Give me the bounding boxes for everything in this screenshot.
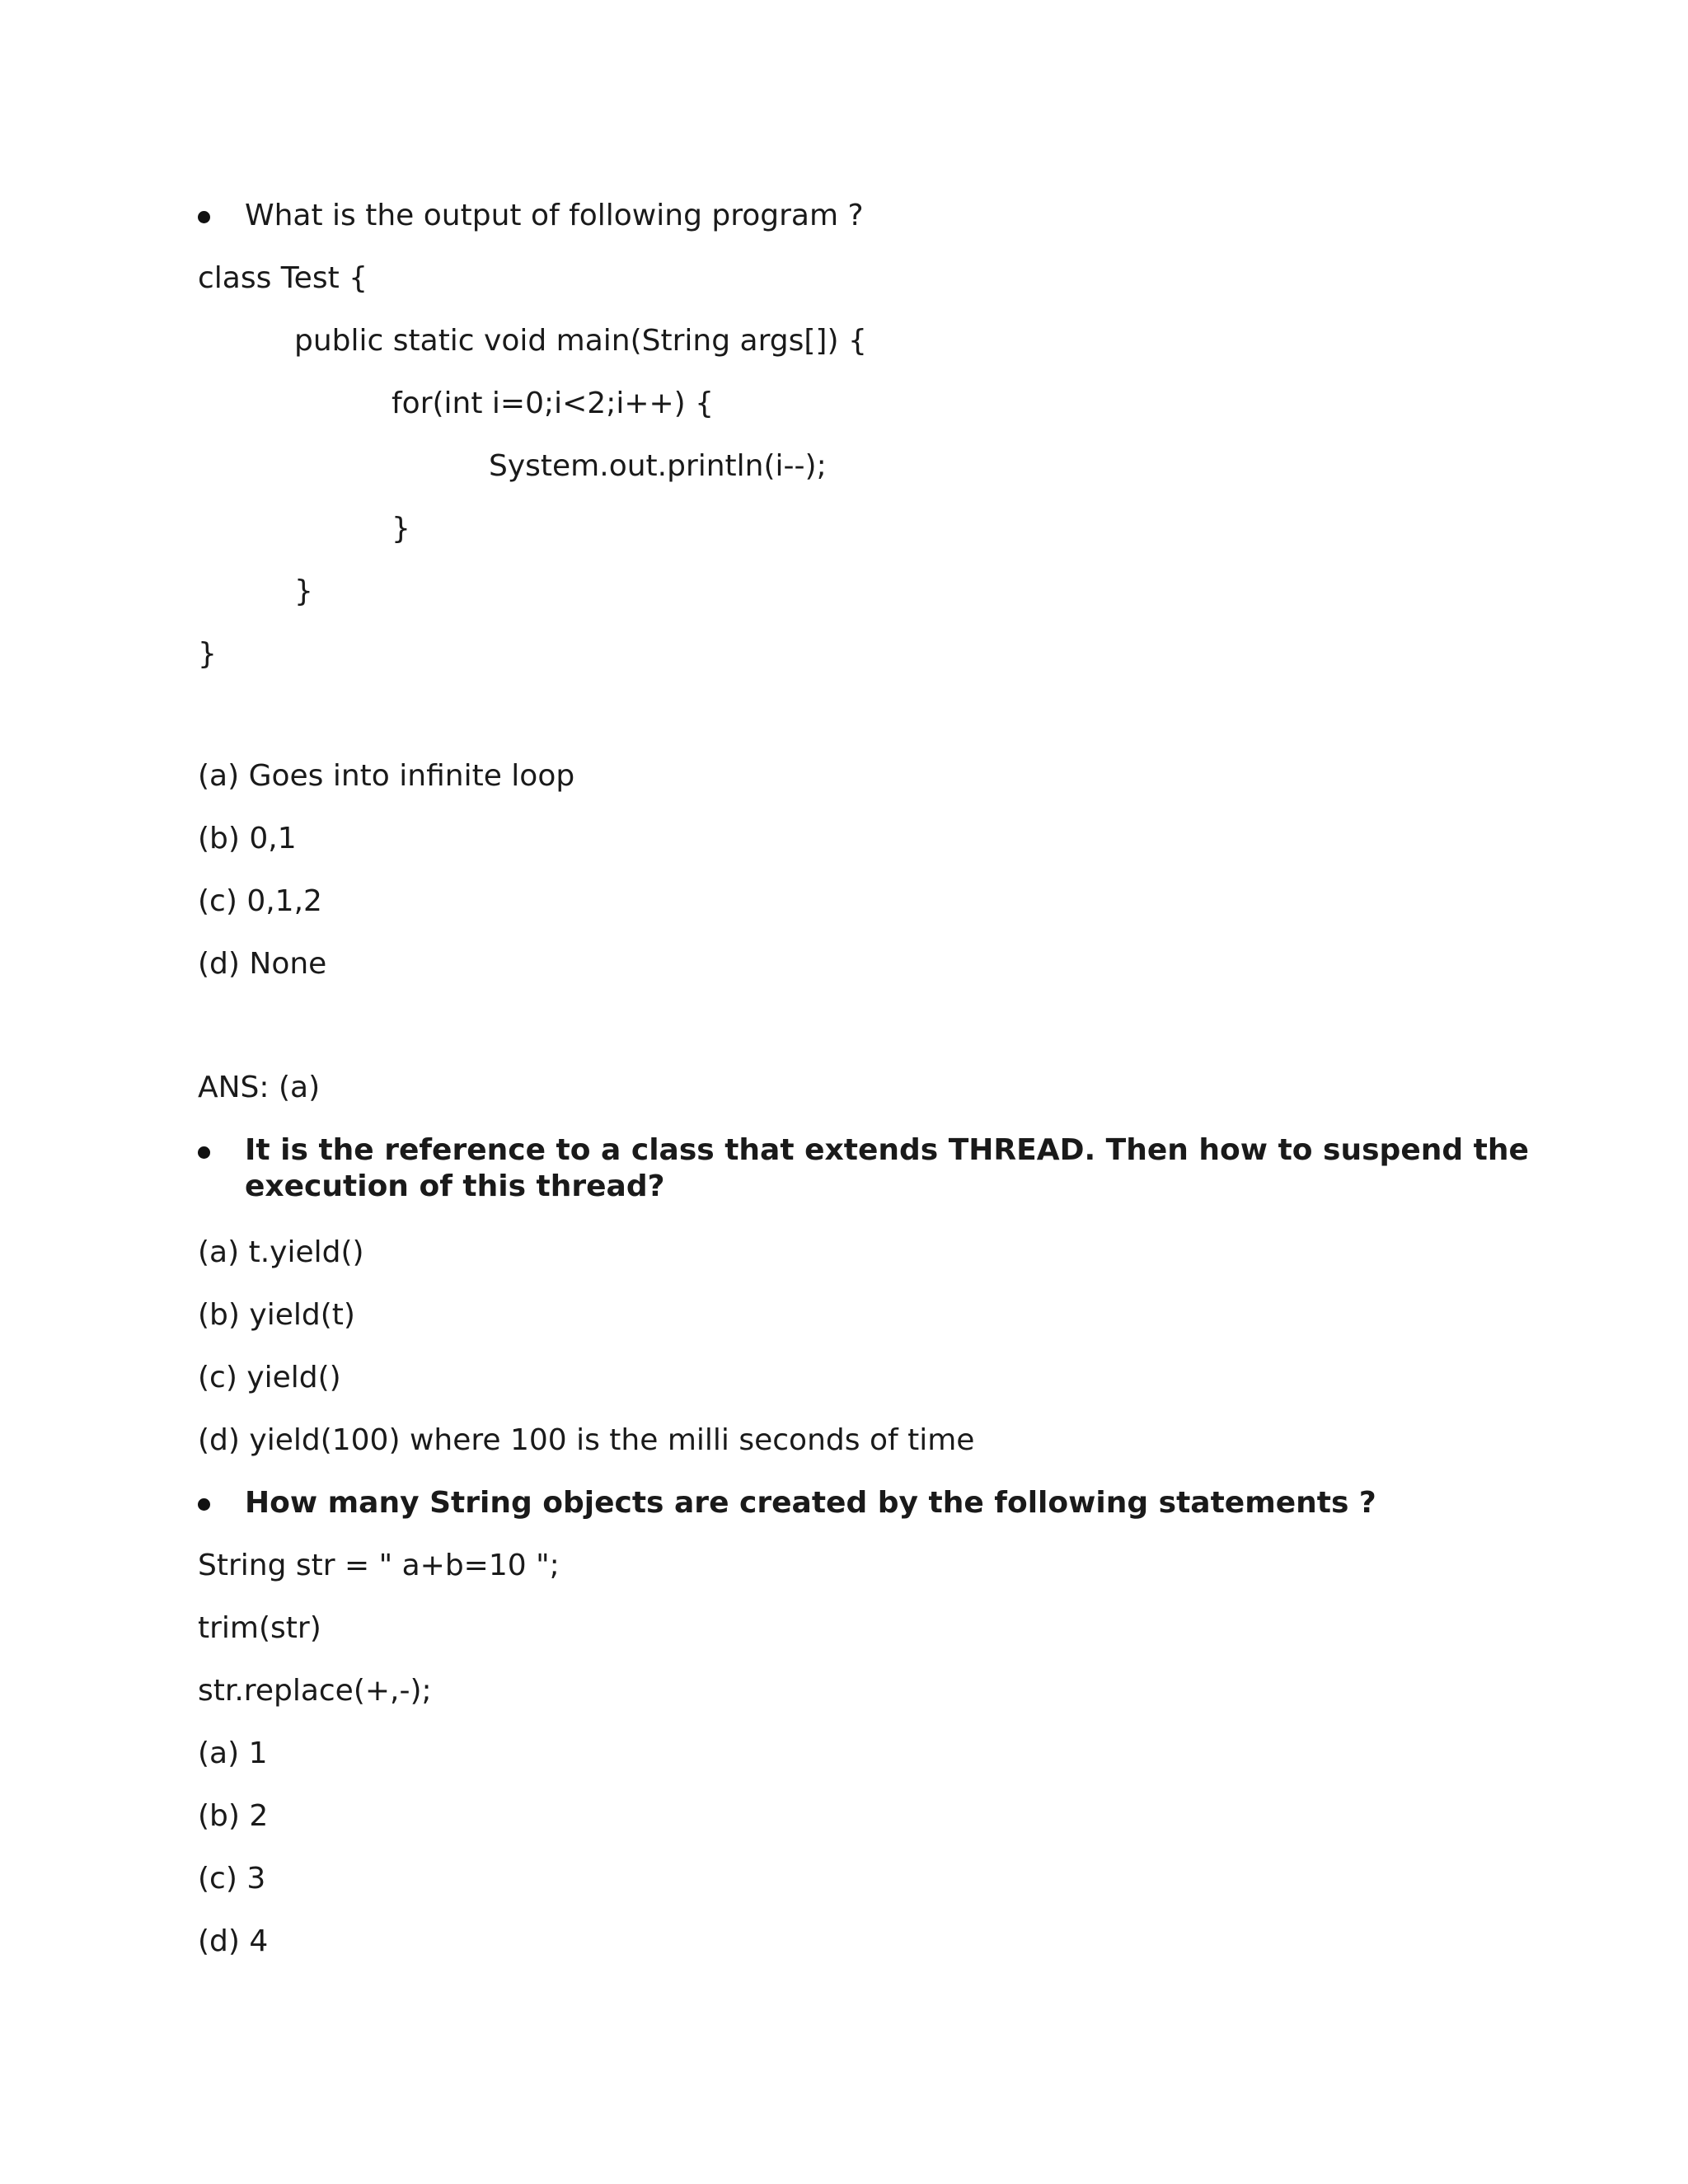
option-b: (b) yield(t) xyxy=(198,1298,355,1332)
code-line: public static void main(String args[]) { xyxy=(294,324,867,358)
option-c: (c) yield() xyxy=(198,1361,341,1394)
option-d: (d) yield(100) where 100 is the milli seconds of time xyxy=(198,1423,975,1457)
code-line: String str = " a+b=10 "; xyxy=(198,1549,560,1582)
option-c: (c) 3 xyxy=(198,1862,266,1896)
option-a: (a) 1 xyxy=(198,1736,268,1770)
bullet-icon xyxy=(198,1146,210,1159)
question-3-text: How many String objects are created by the following statements ? xyxy=(245,1486,1376,1520)
answer-text: ANS: (a) xyxy=(198,1071,321,1104)
bullet-icon xyxy=(198,211,210,223)
question-2-text: It is the reference to a class that extends THREAD. Then how to suspend the execution of this thread? xyxy=(245,1133,1529,1203)
option-a: (a) Goes into infinite loop xyxy=(198,759,575,793)
option-d: (d) 4 xyxy=(198,1924,269,1958)
option-a: (a) t.yield() xyxy=(198,1235,364,1269)
code-line: } xyxy=(392,512,410,546)
bullet-icon xyxy=(198,1498,210,1511)
option-b: (b) 0,1 xyxy=(198,822,297,855)
code-line: System.out.println(i--); xyxy=(489,449,827,483)
code-line: str.replace(+,-); xyxy=(198,1674,432,1708)
code-line: } xyxy=(294,574,313,608)
question-1-text: What is the output of following program ? xyxy=(245,199,864,232)
option-d: (d) None xyxy=(198,947,327,981)
code-line: for(int i=0;i<2;i++) { xyxy=(392,387,715,420)
code-line: trim(str) xyxy=(198,1611,321,1645)
code-line: } xyxy=(198,637,217,671)
option-c: (c) 0,1,2 xyxy=(198,884,322,918)
code-line: class Test { xyxy=(198,261,368,295)
option-b: (b) 2 xyxy=(198,1799,269,1833)
